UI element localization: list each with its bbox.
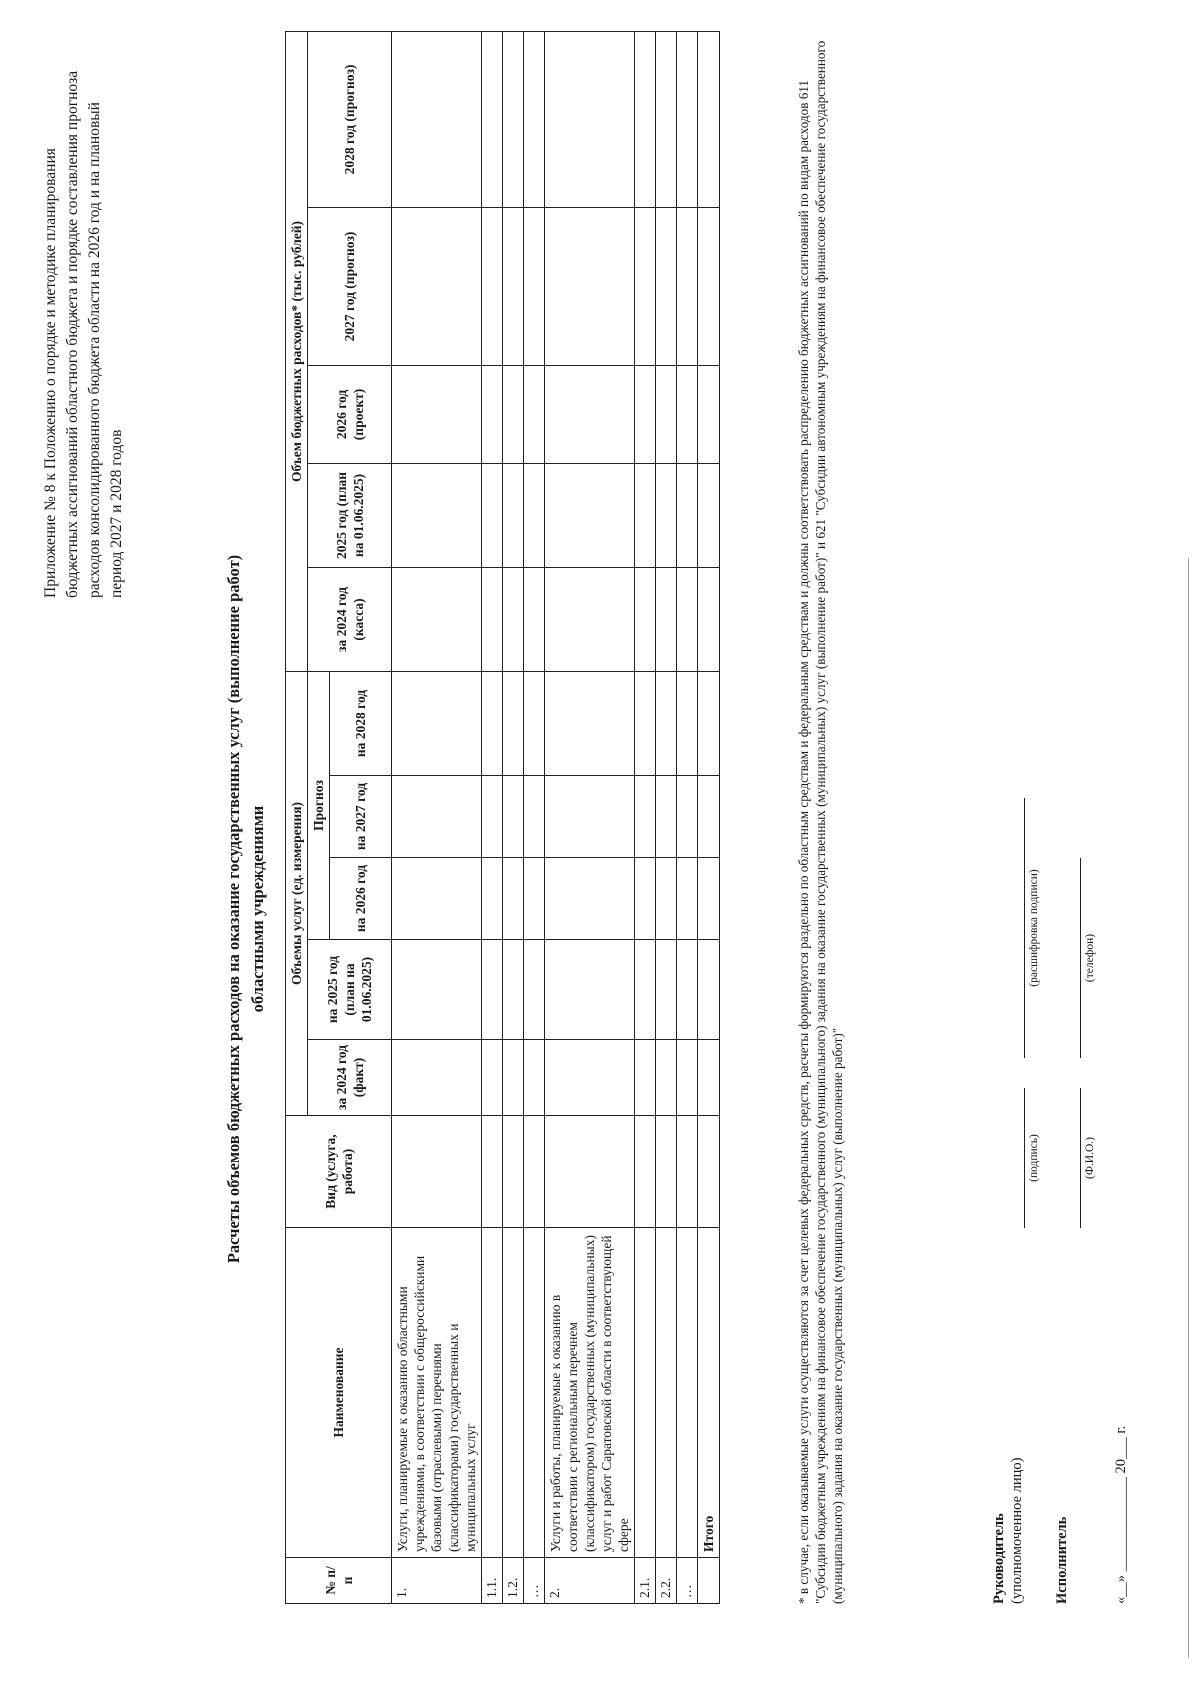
table-row xyxy=(635,31,656,1603)
header-e-2026: 2026 год (проект) xyxy=(308,365,392,463)
table-row xyxy=(503,31,524,1603)
signature-line xyxy=(1024,1088,1025,1228)
row-name xyxy=(482,1228,503,1558)
header-e-2027: 2027 год (прогноз) xyxy=(308,207,392,365)
signature-caption: (подпись) xyxy=(1028,1134,1040,1182)
table-row xyxy=(482,31,503,1603)
row-name: Услуги, планируемые к оказанию областными учреждениями, в соответствии с общероссийскими базовыми (отраслевыми) перечнями (классификаторами) государственных и муниципальных услуг xyxy=(392,1228,482,1558)
row-name xyxy=(524,1228,545,1558)
header-v-2028: на 2028 год xyxy=(330,671,392,775)
row-num: 1.2. xyxy=(503,1558,524,1604)
head-label: Руководитель xyxy=(991,1513,1007,1604)
executor-label: Исполнитель xyxy=(1054,1516,1070,1604)
date-line: «__» _____________ 20___ г. xyxy=(1113,1425,1129,1604)
head-sub: (уполномоченное лицо) xyxy=(1009,1457,1025,1604)
table-row xyxy=(524,31,545,1603)
title-line-1: Расчеты объемов бюджетных расходов на оказание государственных услуг (выполнение работ) xyxy=(224,554,243,1264)
table-body xyxy=(392,31,720,1603)
decode-caption: (расшифровка подписи) xyxy=(1028,869,1040,987)
row-name xyxy=(656,1228,677,1558)
header-v-2025: на 2025 год (план на 01.06.2025) xyxy=(308,940,392,1040)
document-title xyxy=(222,140,270,1678)
decode-line xyxy=(1024,798,1025,1058)
row-name xyxy=(635,1228,656,1558)
appendix-note: Приложение № 8 к Положению о порядке и методике планирования бюджетных ассигнований областного бюджета и порядке составления прогноза расходов консолидированного бюджета области на 2026 год и на плановый период 2027 и 2028 годов xyxy=(42,70,125,598)
header-v-2024: за 2024 год (факт) xyxy=(308,1040,392,1116)
title-line-2: областными учреждениями xyxy=(248,805,267,1013)
row-num: 2.1. xyxy=(635,1558,656,1604)
header-kind: Вид (услуга, работа) xyxy=(286,1116,392,1228)
header-name: Наименование xyxy=(286,1228,392,1558)
row-num: … xyxy=(677,1558,698,1604)
table-row-total xyxy=(698,31,720,1603)
row-num: … xyxy=(524,1558,545,1604)
header-num: № п/п xyxy=(286,1558,392,1604)
header-forecast-group: Прогноз xyxy=(308,671,330,939)
row-num: 2. xyxy=(545,1558,635,1604)
header-v-2026: на 2026 год xyxy=(330,858,392,940)
header-expenses-group: Объем бюджетных расходов* (тыс. рублей) xyxy=(286,31,308,671)
row-name xyxy=(677,1228,698,1558)
header-e-2024: за 2024 год (касса) xyxy=(308,567,392,671)
header-volumes-group: Объемы услуг (ед. измерения) xyxy=(286,671,308,1115)
fio-caption: (Ф.И.О.) xyxy=(1084,1137,1096,1179)
table-row xyxy=(656,31,677,1603)
row-num xyxy=(698,1558,720,1604)
header-e-2025: 2025 год (план на 01.06.2025) xyxy=(308,463,392,567)
header-e-2028: 2028 год (прогноз) xyxy=(308,31,392,207)
row-num: 1. xyxy=(392,1558,482,1604)
row-name xyxy=(503,1228,524,1558)
table-row xyxy=(545,31,635,1603)
scan-edge xyxy=(1188,558,1189,1658)
header-v-2027: на 2027 год xyxy=(330,776,392,858)
row-name: Итого xyxy=(698,1228,720,1558)
row-num: 1.1. xyxy=(482,1558,503,1604)
row-name: Услуги и работы, планируемые к оказанию в соответствии с региональным перечнем (классификатором) государственных (муниципальных) услуг и работ Саратовской области в соответствующей сфере xyxy=(545,1228,635,1558)
phone-caption: (телефон) xyxy=(1084,933,1096,983)
table-row xyxy=(677,31,698,1603)
phone-line xyxy=(1080,858,1081,1058)
row-num: 2.2. xyxy=(656,1558,677,1604)
table-row xyxy=(392,31,482,1603)
fio-line xyxy=(1080,1088,1081,1228)
footnote: * в случае, если оказываемые услуги осуществляются за счет целевых федеральных средств, расчеты формируются раздельно по областным средствам и федеральным средствам и должны соответствовать распределению бюджетных ассигнований по видам расходов 611 "Субсидии бюджетным учреждениям на финансовое обеспечение государственного (муниципального) задания на оказание государственных (муниципальных) услуг (выполнение работ)" и 621 "Субсидии автономным учреждениям на финансовое обеспечение государственного (муниципального) задания на оказание государственных (муниципальных) услуг (выполнение работ)" xyxy=(796,40,845,1604)
calculation-table xyxy=(285,31,720,1604)
